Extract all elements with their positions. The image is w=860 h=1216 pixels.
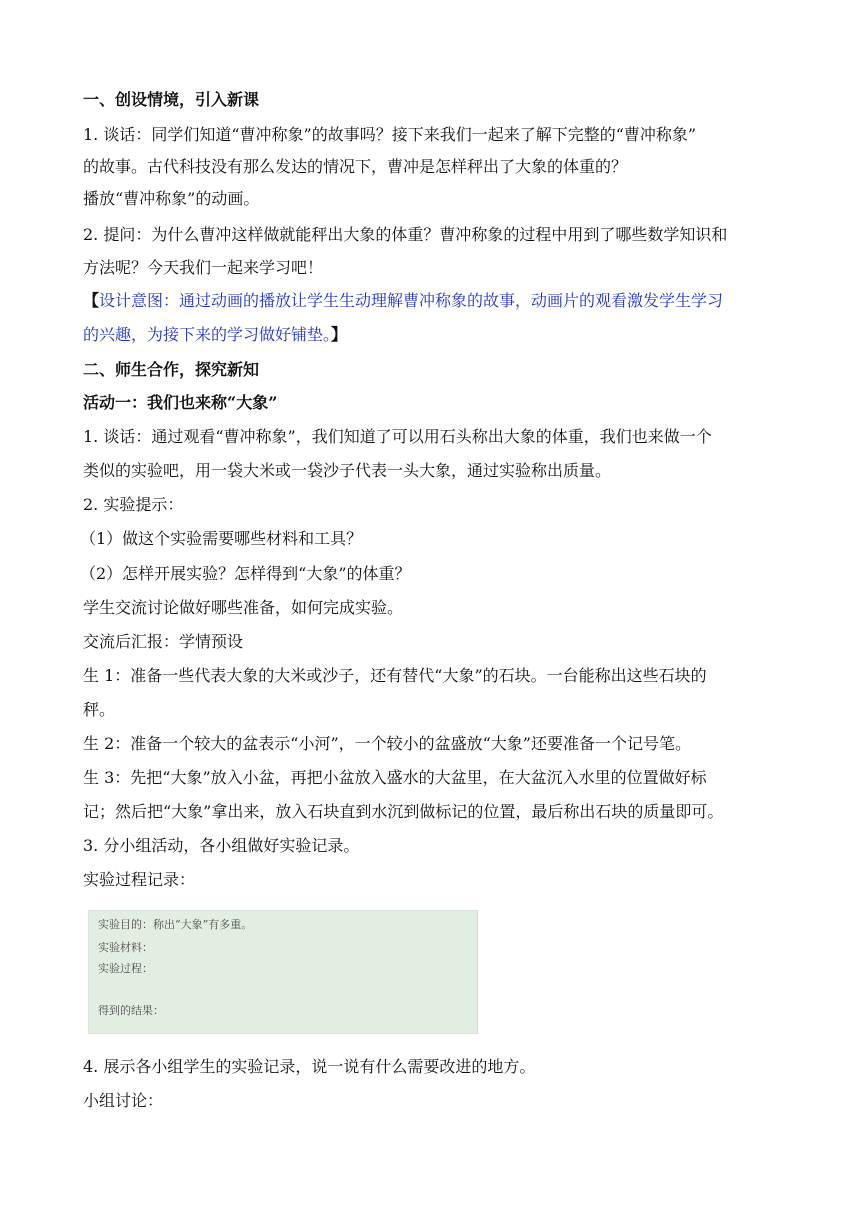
paragraph: 播放“曹冲称象”的动画。: [83, 189, 260, 208]
student-answer: 生 3：先把“大象”放入小盆，再把小盆放入盛水的大盆里，在大盆沉入水里的位置做好标: [83, 768, 707, 787]
paragraph: 小组讨论：: [83, 1091, 164, 1110]
record-result: 得到的结果：: [98, 1004, 164, 1017]
paragraph: 学生交流讨论做好哪些准备，如何完成实验。: [83, 598, 404, 617]
record-materials: 实验材料：: [98, 941, 153, 954]
bracket-close: 】: [331, 325, 348, 344]
paragraph: 实验过程记录：: [83, 870, 196, 889]
experiment-record-box: [88, 910, 478, 1034]
record-purpose: 实验目的：称出“大象”有多重。: [98, 918, 253, 931]
hint-item: （2）怎样开展实验？怎样得到“大象”的体重？: [80, 564, 411, 583]
design-intent: [83, 291, 783, 311]
student-answer: 生 1：准备一些代表大象的大米或沙子，还有替代“大象”的石块。一台能称出这些石块的: [83, 666, 707, 685]
student-answer: 记；然后把“大象”拿出来，放入石块直到水沉到做标记的位置，最后称出石块的质量即可。: [83, 802, 724, 821]
paragraph: 交流后汇报：学情预设: [83, 632, 244, 651]
design-intent: [83, 325, 783, 345]
paragraph: 1. 谈话：同学们知道“曹冲称象”的故事吗？接下来我们一起来了解下完整的“曹冲称象”: [83, 125, 697, 144]
design-intent-text: 设计意图：通过动画的播放让学生生动理解曹冲称象的故事，动画片的观看激发学生学习: [99, 291, 724, 310]
paragraph: 4. 展示各小组学生的实验记录，说一说有什么需要改进的地方。: [83, 1057, 536, 1076]
section-heading: 二、师生合作，探究新知: [83, 360, 260, 379]
bracket-open: 【: [83, 291, 100, 310]
record-process: 实验过程：: [98, 962, 153, 975]
paragraph: 的故事。古代科技没有那么发达的情况下，曹冲是怎样秤出了大象的体重的？: [83, 157, 628, 176]
activity-title: 活动一：我们也来称“大象”: [83, 393, 278, 412]
student-answer: 秤。: [83, 700, 116, 719]
paragraph: 3. 分小组活动，各小组做好实验记录。: [83, 836, 360, 855]
paragraph: 2. 提问：为什么曹冲这样做就能秤出大象的体重？曹冲称象的过程中用到了哪些数学知识和: [83, 225, 728, 244]
paragraph: 2. 实验提示：: [83, 495, 184, 514]
paragraph: 方法呢？今天我们一起来学习吧！: [83, 258, 324, 277]
hint-item: （1）做这个实验需要哪些材料和工具？: [80, 529, 363, 548]
student-answer: 生 2：准备一个较大的盆表示“小河”，一个较小的盆盛放“大象”还要准备一个记号笔。: [83, 734, 691, 753]
design-intent-text: 的兴趣，为接下来的学习做好铺垫。: [83, 325, 332, 344]
paragraph: 1. 谈话：通过观看“曹冲称象”，我们知道了可以用石头称出大象的体重，我们也来做一个: [83, 427, 712, 446]
paragraph: 类似的实验吧，用一袋大米或一袋沙子代表一头大象，通过实验称出质量。: [83, 461, 612, 480]
section-heading: 一、创设情境，引入新课: [83, 90, 260, 109]
